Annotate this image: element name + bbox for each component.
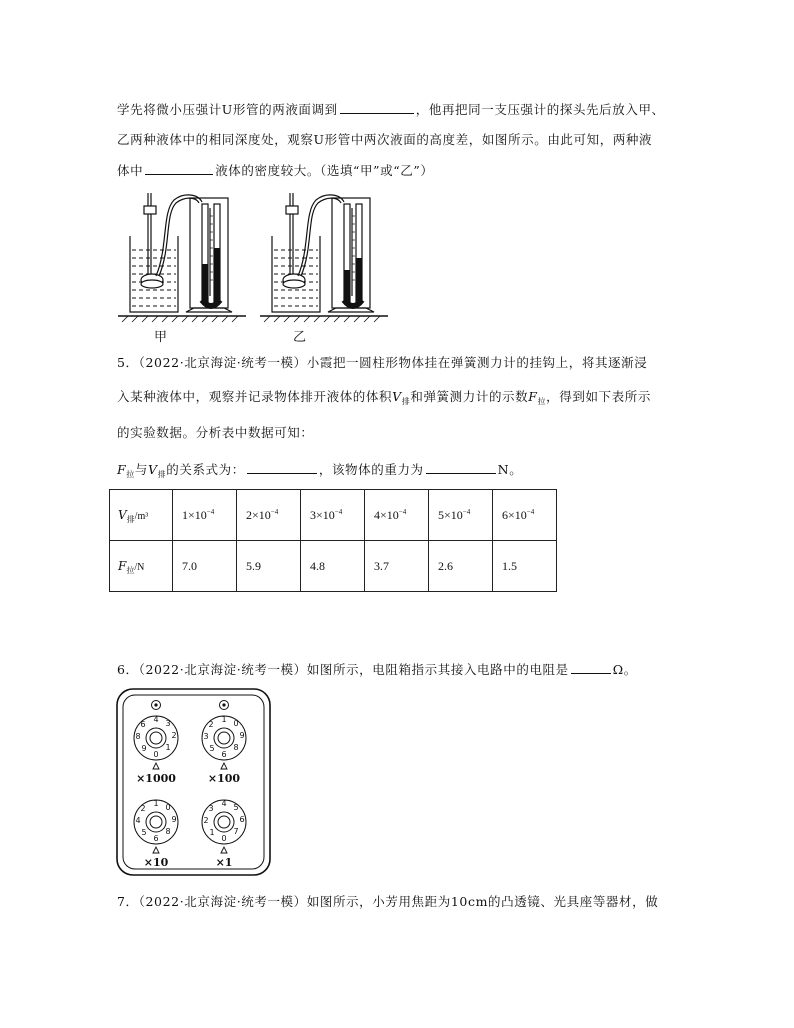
q5-text: 和弹簧测力计的示数 (410, 389, 529, 404)
symbol-v: $V_排$ (392, 389, 411, 406)
svg-text:9: 9 (141, 744, 147, 753)
svg-text:0: 0 (233, 719, 239, 728)
answer-blank[interactable] (340, 100, 414, 114)
q5-text: 与 (134, 462, 148, 477)
svg-text:2: 2 (140, 804, 146, 813)
q4-text: 液体的密度较大。（选填“甲”或“乙”） (215, 163, 434, 178)
q5-line-1: 5．（2022·北京海淀·统考一模）小霞把一圆柱形物体挂在弹簧测力计的挂钩上，将其逐渐浸 (117, 355, 648, 370)
symbol-f: $F_拉$ (528, 389, 547, 406)
q4-text: 学先将微小压强计U形管的两液面调到 (117, 102, 338, 117)
q4-line-3 (117, 161, 433, 180)
pressure-gauge-figure-jia (118, 188, 248, 323)
q6-line-1 (117, 660, 637, 679)
q4-text: 体中 (117, 163, 144, 178)
svg-text:6: 6 (153, 834, 159, 843)
table-cell-volume: $2\times 10^{-4}$ (237, 490, 301, 541)
q5-text: N。 (497, 462, 523, 477)
multiplier-label: ×1000 (136, 772, 176, 785)
table-cell-force: 2.6 (429, 541, 493, 592)
svg-text:0: 0 (153, 750, 159, 759)
svg-text:5: 5 (141, 828, 147, 837)
svg-text:2: 2 (203, 816, 209, 825)
q5-text: 入某种液体中，观察并记录物体排开液体的体积 (117, 389, 393, 404)
answer-blank[interactable] (571, 660, 611, 674)
svg-text:3: 3 (203, 732, 209, 741)
table-cell-force: 7.0 (173, 541, 237, 592)
resistance-box-figure (116, 688, 272, 878)
svg-text:4: 4 (135, 816, 141, 825)
table-cell-force: 4.8 (301, 541, 365, 592)
multiplier-label: ×10 (143, 856, 169, 869)
svg-text:6: 6 (140, 720, 146, 729)
svg-text:9: 9 (239, 731, 245, 740)
multiplier-label: ×100 (207, 772, 241, 785)
answer-blank[interactable] (247, 460, 317, 474)
q6-text: Ω。 (612, 662, 637, 677)
table-cell-force: 5.9 (237, 541, 301, 592)
svg-text:7: 7 (233, 827, 239, 836)
figure-label-jia: 甲 (154, 330, 168, 345)
q5-line-2 (117, 388, 651, 408)
symbol-v: $V_排$ (148, 462, 167, 479)
q5-text: ，得到如下表所示 (546, 389, 651, 404)
table-header-force: $F_拉/N$ (110, 541, 173, 592)
table-cell-volume: $5\times 10^{-4}$ (429, 490, 493, 541)
q6-text: 6．（2022·北京海淀·统考一模）如图所示，电阻箱指示其接入电路中的电阻是 (117, 662, 569, 677)
svg-text:6: 6 (239, 815, 245, 824)
svg-text:9: 9 (171, 815, 177, 824)
table-header-volume: $V_排/m^3$ (110, 490, 173, 541)
svg-text:8: 8 (165, 827, 171, 836)
multiplier-label: ×1 (215, 856, 233, 869)
svg-text:2: 2 (171, 731, 177, 740)
svg-text:5: 5 (233, 803, 239, 812)
q5-text: 的关系式为： (166, 462, 245, 477)
table-row (110, 541, 557, 592)
q4-line-2: 乙两种液体中的相同深度处，观察U形管中两次液面的高度差，如图所示。由此可知，两种液 (117, 132, 653, 147)
svg-text:6: 6 (221, 750, 227, 759)
table-cell-force: 1.5 (493, 541, 557, 592)
table-cell-volume: $4\times 10^{-4}$ (365, 490, 429, 541)
svg-text:2: 2 (208, 720, 214, 729)
svg-text:8: 8 (233, 743, 239, 752)
q4-line-1 (117, 100, 665, 119)
q5-line-4 (117, 460, 522, 481)
symbol-f: $F_拉$ (117, 462, 135, 479)
table-cell-volume: $1\times 10^{-4}$ (173, 490, 237, 541)
answer-blank[interactable] (145, 161, 213, 175)
table-cell-force: 3.7 (365, 541, 429, 592)
svg-text:1: 1 (165, 743, 171, 752)
svg-text:0: 0 (221, 834, 227, 843)
svg-text:3: 3 (208, 804, 214, 813)
svg-text:5: 5 (209, 744, 215, 753)
table-cell-volume: $6\times 10^{-4}$ (493, 490, 557, 541)
svg-text:1: 1 (153, 799, 159, 808)
svg-text:8: 8 (135, 732, 141, 741)
pressure-gauge-figure-yi (260, 188, 390, 323)
svg-text:3: 3 (165, 719, 171, 728)
svg-text:1: 1 (209, 828, 215, 837)
svg-text:4: 4 (153, 715, 159, 724)
figure-label-yi: 乙 (293, 330, 307, 345)
table-cell-volume: $3\times 10^{-4}$ (301, 490, 365, 541)
svg-text:1: 1 (221, 715, 227, 724)
q5-line-3: 的实验数据。分析表中数据可知： (117, 425, 314, 440)
q4-text: ，他再把同一支压强计的探头先后放入甲、 (415, 102, 665, 117)
table-row (110, 490, 557, 541)
svg-text:0: 0 (165, 803, 171, 812)
q7-line-1: 7．（2022·北京海淀·统考一模）如图所示，小芳用焦距为10cm的凸透镜、光具座等器材，做 (117, 894, 659, 909)
svg-text:4: 4 (221, 799, 227, 808)
data-table (109, 489, 557, 592)
answer-blank[interactable] (426, 460, 496, 474)
q5-text: ，该物体的重力为 (318, 462, 424, 477)
